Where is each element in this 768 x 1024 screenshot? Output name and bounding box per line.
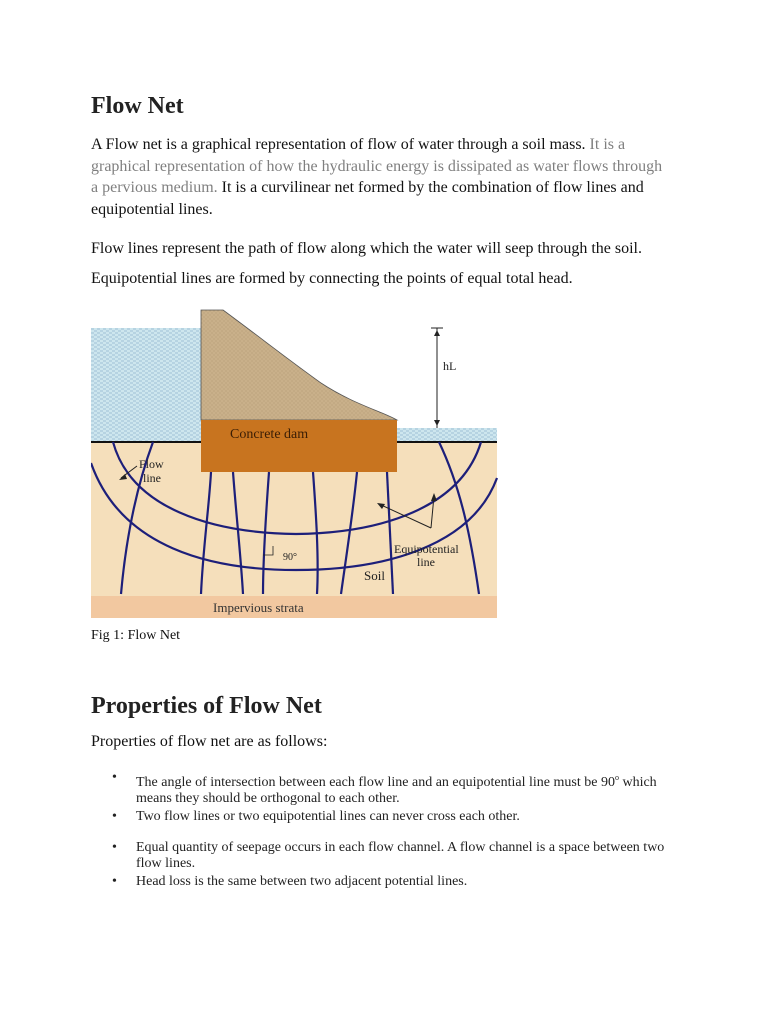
superscript: o: [614, 773, 619, 782]
figure-caption: Fig 1: Flow Net: [91, 628, 181, 643]
head-label: hL: [443, 359, 457, 373]
intro-paragraph: [91, 134, 671, 220]
properties-intro: Properties of flow net are as follows:: [91, 733, 328, 750]
equip-label-2: line: [417, 555, 435, 569]
dam-body: [201, 310, 397, 420]
list-item-text: Head loss is the same between two adjacent potential lines.: [136, 874, 468, 889]
list-item: [91, 840, 691, 872]
angle-label: 90°: [283, 552, 297, 563]
flow-net-diagram: [91, 308, 499, 620]
downstream-water: [397, 428, 497, 442]
list-item-text: Two flow lines or two equipotential lines can never cross each other.: [136, 809, 520, 824]
list-item: [91, 809, 691, 825]
flow-lines-paragraph: Flow lines represent the path of flow along which the water will seep through the soil.: [91, 240, 642, 257]
flow-line-label-2: line: [143, 471, 161, 485]
intro-text-2: It is a graphical representation of how the hydraulic energy is dissipated as water flows through a pervious medium.: [91, 136, 663, 196]
flow-line-label-1: Flow: [139, 457, 164, 471]
bullet-icon: •: [112, 840, 117, 855]
section-title-properties: Properties of Flow Net: [91, 693, 322, 719]
bullet-icon: •: [112, 770, 117, 785]
list-item: [91, 874, 691, 890]
soil-label: Soil: [364, 568, 385, 583]
properties-list-2: [91, 840, 691, 892]
bullet-icon: •: [112, 809, 117, 824]
impervious-label: Impervious strata: [213, 600, 304, 615]
section-title-flow-net: Flow Net: [91, 93, 184, 119]
equipotential-paragraph: Equipotential lines are formed by connecting the points of equal total head.: [91, 270, 573, 287]
intro-text-3: It is a curvilinear net formed by the combination of flow lines and equipotential lines.: [91, 179, 644, 218]
list-item-text: Equal quantity of seepage occurs in each flow channel. A flow channel is a space between two flow lines.: [136, 840, 665, 871]
flow-net-figure: [91, 308, 499, 620]
list-item-text: The angle of intersection between each flow line and an equipotential line must be 90: [136, 775, 615, 790]
list-item: [91, 770, 691, 807]
equip-label-1: Equipotential: [394, 542, 459, 556]
list-item-text: which means they should be orthogonal to each other.: [136, 775, 657, 806]
upstream-water: [91, 328, 203, 442]
properties-list-1: [91, 770, 691, 827]
dam-label: Concrete dam: [230, 427, 309, 442]
bullet-icon: •: [112, 874, 117, 889]
intro-text-1: A Flow net is a graphical representation of flow of water through a soil mass.: [91, 136, 590, 153]
